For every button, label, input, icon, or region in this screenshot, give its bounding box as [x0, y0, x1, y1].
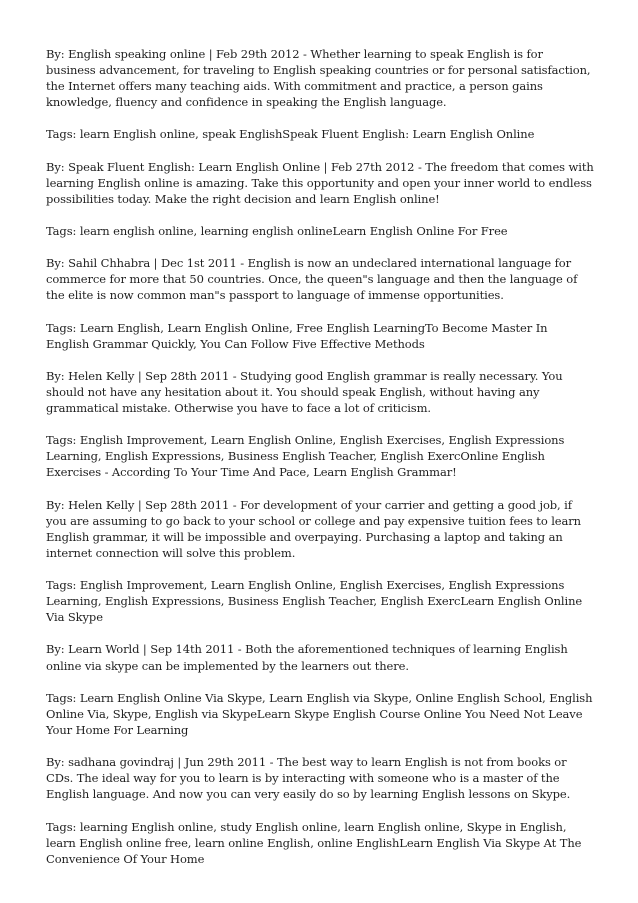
article-tags-7: Tags: learning English online, study English online, learn English online, Skype in English, learn English online free, learn online English, online EnglishLearn English Via Skype At The Convenience Of Your Home	[46, 819, 582, 866]
article-tags-3: Tags: Learn English, Learn English Online, Free English LearningTo Become Master In English Grammar Quickly, You Can Follow Five Effective Methods	[46, 320, 548, 351]
article-summary-6: By: Learn World | Sep 14th 2011 - Both the aforementioned techniques of learning English online via skype can be implemented by the learners out there.	[46, 642, 568, 673]
article-tags-6: Tags: Learn English Online Via Skype, Learn English via Skype, Online English School, English Online Via, Skype, English via SkypeLearn Skype English Course Online You Need Not Leave Your Home For Learning	[46, 690, 593, 737]
article-summary-2: By: Speak Fluent English: Learn English Online | Feb 27th 2012 - The freedom that comes with learning English online is amazing. Take this opportunity and open your inner world to endless possibilities today. Make the right decision and learn English online!	[46, 159, 594, 206]
article-tags-4: Tags: English Improvement, Learn English Online, English Exercises, English Expressions Learning, English Expressions, Business English Teacher, English ExercOnline English Exercises - According To Your Time And Pace, Learn English Grammar!	[46, 433, 565, 480]
article-summary-5: By: Helen Kelly | Sep 28th 2011 - For development of your carrier and getting a good job, if you are assuming to go back to your school or college and pay expensive tuition fees to learn English grammar, it will be impossible and overpaying. Purchasing a laptop and taking an internet connection will solve this problem.	[46, 497, 581, 560]
article-summary-7: By: sadhana govindraj | Jun 29th 2011 - The best way to learn English is not from books or CDs. The ideal way for you to learn is by interacting with someone who is a master of the English language. And now you can very easily do so by learning English lessons on Skype.	[46, 755, 571, 802]
document-page	[46, 46, 594, 883]
article-tags-2: Tags: learn english online, learning english onlineLearn English Online For Free	[46, 224, 508, 239]
article-summary-1: By: English speaking online | Feb 29th 2012 - Whether learning to speak English is for business advancement, for traveling to English speaking countries or for personal satisfaction, the Internet offers many teaching aids. With commitment and practice, a person gains knowledge, fluency and confidence in speaking the English language.	[46, 47, 591, 110]
article-summary-3: By: Sahil Chhabra | Dec 1st 2011 - English is now an undeclared international language for commerce for more that 50 countries. Once, the queen"s language and then the language of the elite is now common man"s passport to language of immense opportunities.	[46, 256, 578, 303]
article-tags-1: Tags: learn English online, speak EnglishSpeak Fluent English: Learn English Online	[46, 127, 535, 142]
article-summary-4: By: Helen Kelly | Sep 28th 2011 - Studying good English grammar is really necessary. You should not have any hesitation about it. You should speak English, without having any grammatical mistake. Otherwise you have to face a lot of criticism.	[46, 368, 563, 416]
article-tags-5: Tags: English Improvement, Learn English Online, English Exercises, English Expressions Learning, English Expressions, Business English Teacher, English ExercLearn English Online Via Skype	[46, 578, 583, 625]
